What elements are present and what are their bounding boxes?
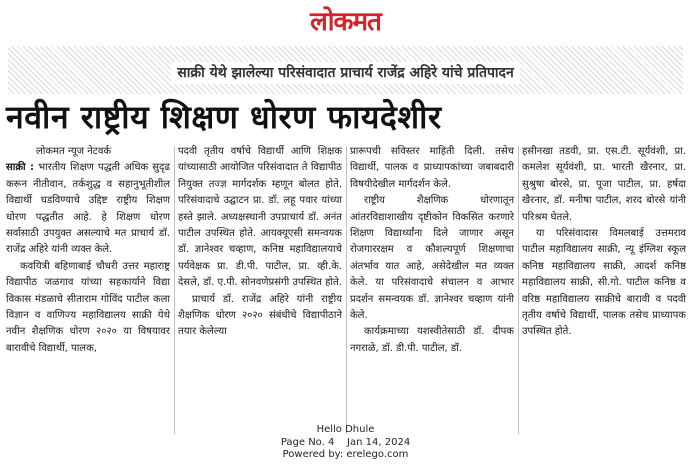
paragraph: प्राचार्य डॉ. राजेंद्र अहिरे यांनी राष्ट्रीय शैक्षणिक धोरण २०२० संबंधीचे विद्यापीठाने तयार केलेल्या bbox=[178, 293, 342, 338]
article-body bbox=[6, 144, 685, 436]
byline: लोकमत न्यूज नेटवर्क bbox=[36, 146, 112, 157]
dateline: साक्री : bbox=[6, 162, 35, 174]
edition-name: Hello Dhule bbox=[316, 424, 375, 435]
column-divider bbox=[174, 146, 175, 434]
paragraph: कार्यक्रमाच्या यशस्वीतेसाठी डॉ. दीपक नगराळे, डॉ. डी.पी. पाटील, डॉ. bbox=[350, 326, 514, 354]
column-4 bbox=[522, 144, 686, 341]
paragraph-text: भारतीय शिक्षण पद्धती अधिक सुदृढ करून नीतीवान, तर्कशुद्ध व सहानुभूतीशील विद्यार्थी घडविण्याचे उद्दिष्ट राष्ट्रीय शिक्षण धोरण पद्धतीत आहे. हे शिक्षण धोरण सर्वासाठी उपयुक्त असल्याचे मत प्राचार्य डॉ. राजेंद्र अहिरे यांनी व्यक्त केले. bbox=[6, 162, 170, 256]
page-date: Page No. 4 Jan 14, 2024 bbox=[280, 436, 411, 448]
column-divider bbox=[346, 146, 347, 434]
column-1 bbox=[6, 144, 170, 357]
paragraph: हसीनखा तडवी, प्रा. एस.टी. सूर्यवंशी, प्रा. कमलेश सूर्यवंशी, प्रा. भारती खैरनार, प्रा. सुश्रुषा बोरसे, प्रा. पूजा पाटील, प्रा. हर्षदा खैरनार, डॉ. मनीषा पाटील, शरद बोरसे यांनी परिश्रम घेतले. bbox=[522, 146, 686, 223]
kicker-text: साक्री येथे झालेल्या परिसंवादात प्राचार्य राजेंद्र अहिरे यांचे प्रतिपादन bbox=[171, 62, 519, 84]
paragraph bbox=[6, 160, 170, 258]
paragraph: राष्ट्रीय शैक्षणिक धोरणातून आंतरविद्याशाखीय दृष्टीकोन विकसित करणारे शिक्षण विद्यार्थ्यांना दिले जाणार असून रोजगाररक्षम व कौशल्यपूर्ण शिक्षणाचा अंतर्भाव यात आहे, असेदेखील मत व्यक्त केले. या परिसंवादाचे संचालन व आभार प्रदर्शन समन्वयक डॉ. ज्ञानेश्वर चव्हाण यांनी केले. bbox=[350, 195, 514, 322]
kicker bbox=[8, 62, 683, 84]
paragraph: प्रारूपची सविस्तर माहिती दिली. तसेच विद्यार्थी, पालक व प्राध्यापकांच्या जबाबदारी विषयीदेखील मार्गदर्शन केले. bbox=[350, 146, 514, 190]
headline: नवीन राष्ट्रीय शिक्षण धोरण फायदेशीर bbox=[6, 98, 442, 136]
column-3 bbox=[350, 144, 514, 357]
paragraph: कवयित्री बहिणाबाई चौधरी उत्तर महाराष्ट्र विद्यापीठ जळगाव यांच्या सहकार्याने विद्या विकास मंडळाचे सीताराम गोविंद पाटील कला विज्ञान व वाणिज्य महाविद्यालय साक्री येथे नवीन शैक्षणिक धोरण २०२० या विषयावर बारावीचे विद्यार्थी, पालक, bbox=[6, 260, 170, 354]
masthead bbox=[0, 6, 691, 38]
column-2 bbox=[178, 144, 342, 341]
paragraph: पदवी तृतीय वर्षाचे विद्यार्थी आणि शिक्षक यांच्यासाठी आयोजित परिसंवादात ते विद्यापीठ नियुक्त तज्ज्ञ मार्गदर्शक म्हणून बोलत होते. परिसंवादाचे उद्घाटन प्रा. डॉ. लहू पवार यांच्या हस्ते झाले. अध्यक्षस्थानी उपप्राचार्य डॉ. अनंत पाटील उपस्थित होते. आयक्यूएसी समन्वयक डॉ. ज्ञानेश्वर चव्हाण, कनिष्ठ महाविद्यालयाचे पर्यवेक्षक प्रा. डी.पी. पाटील, प्रा. व्ही.के. देसले, डॉ. ए.पी. सोनवणेप्रसंगी उपस्थित होते. bbox=[178, 146, 342, 289]
column-divider bbox=[518, 146, 519, 434]
powered-by: Powered by: erelego.com bbox=[282, 449, 409, 460]
lokmat-logo: लोकमत bbox=[310, 7, 381, 37]
page-footer bbox=[0, 424, 691, 462]
paragraph: या परिसंवादास विमलबाई उत्तमराव पाटील महाविद्यालय साक्री, न्यू इंग्लिश स्कूल कनिष्ठ महाविद्यालय साक्री, आदर्श कनिष्ठ महाविद्यालय साक्री, सी.गो. पाटील कनिष्ठ व वरिष्ठ महाविद्यालय साक्रीचे बारावी व पदवी तृतीय वर्षाचे विद्यार्थी, पालक तसेच प्राध्यापक उपस्थित होते. bbox=[522, 228, 686, 338]
